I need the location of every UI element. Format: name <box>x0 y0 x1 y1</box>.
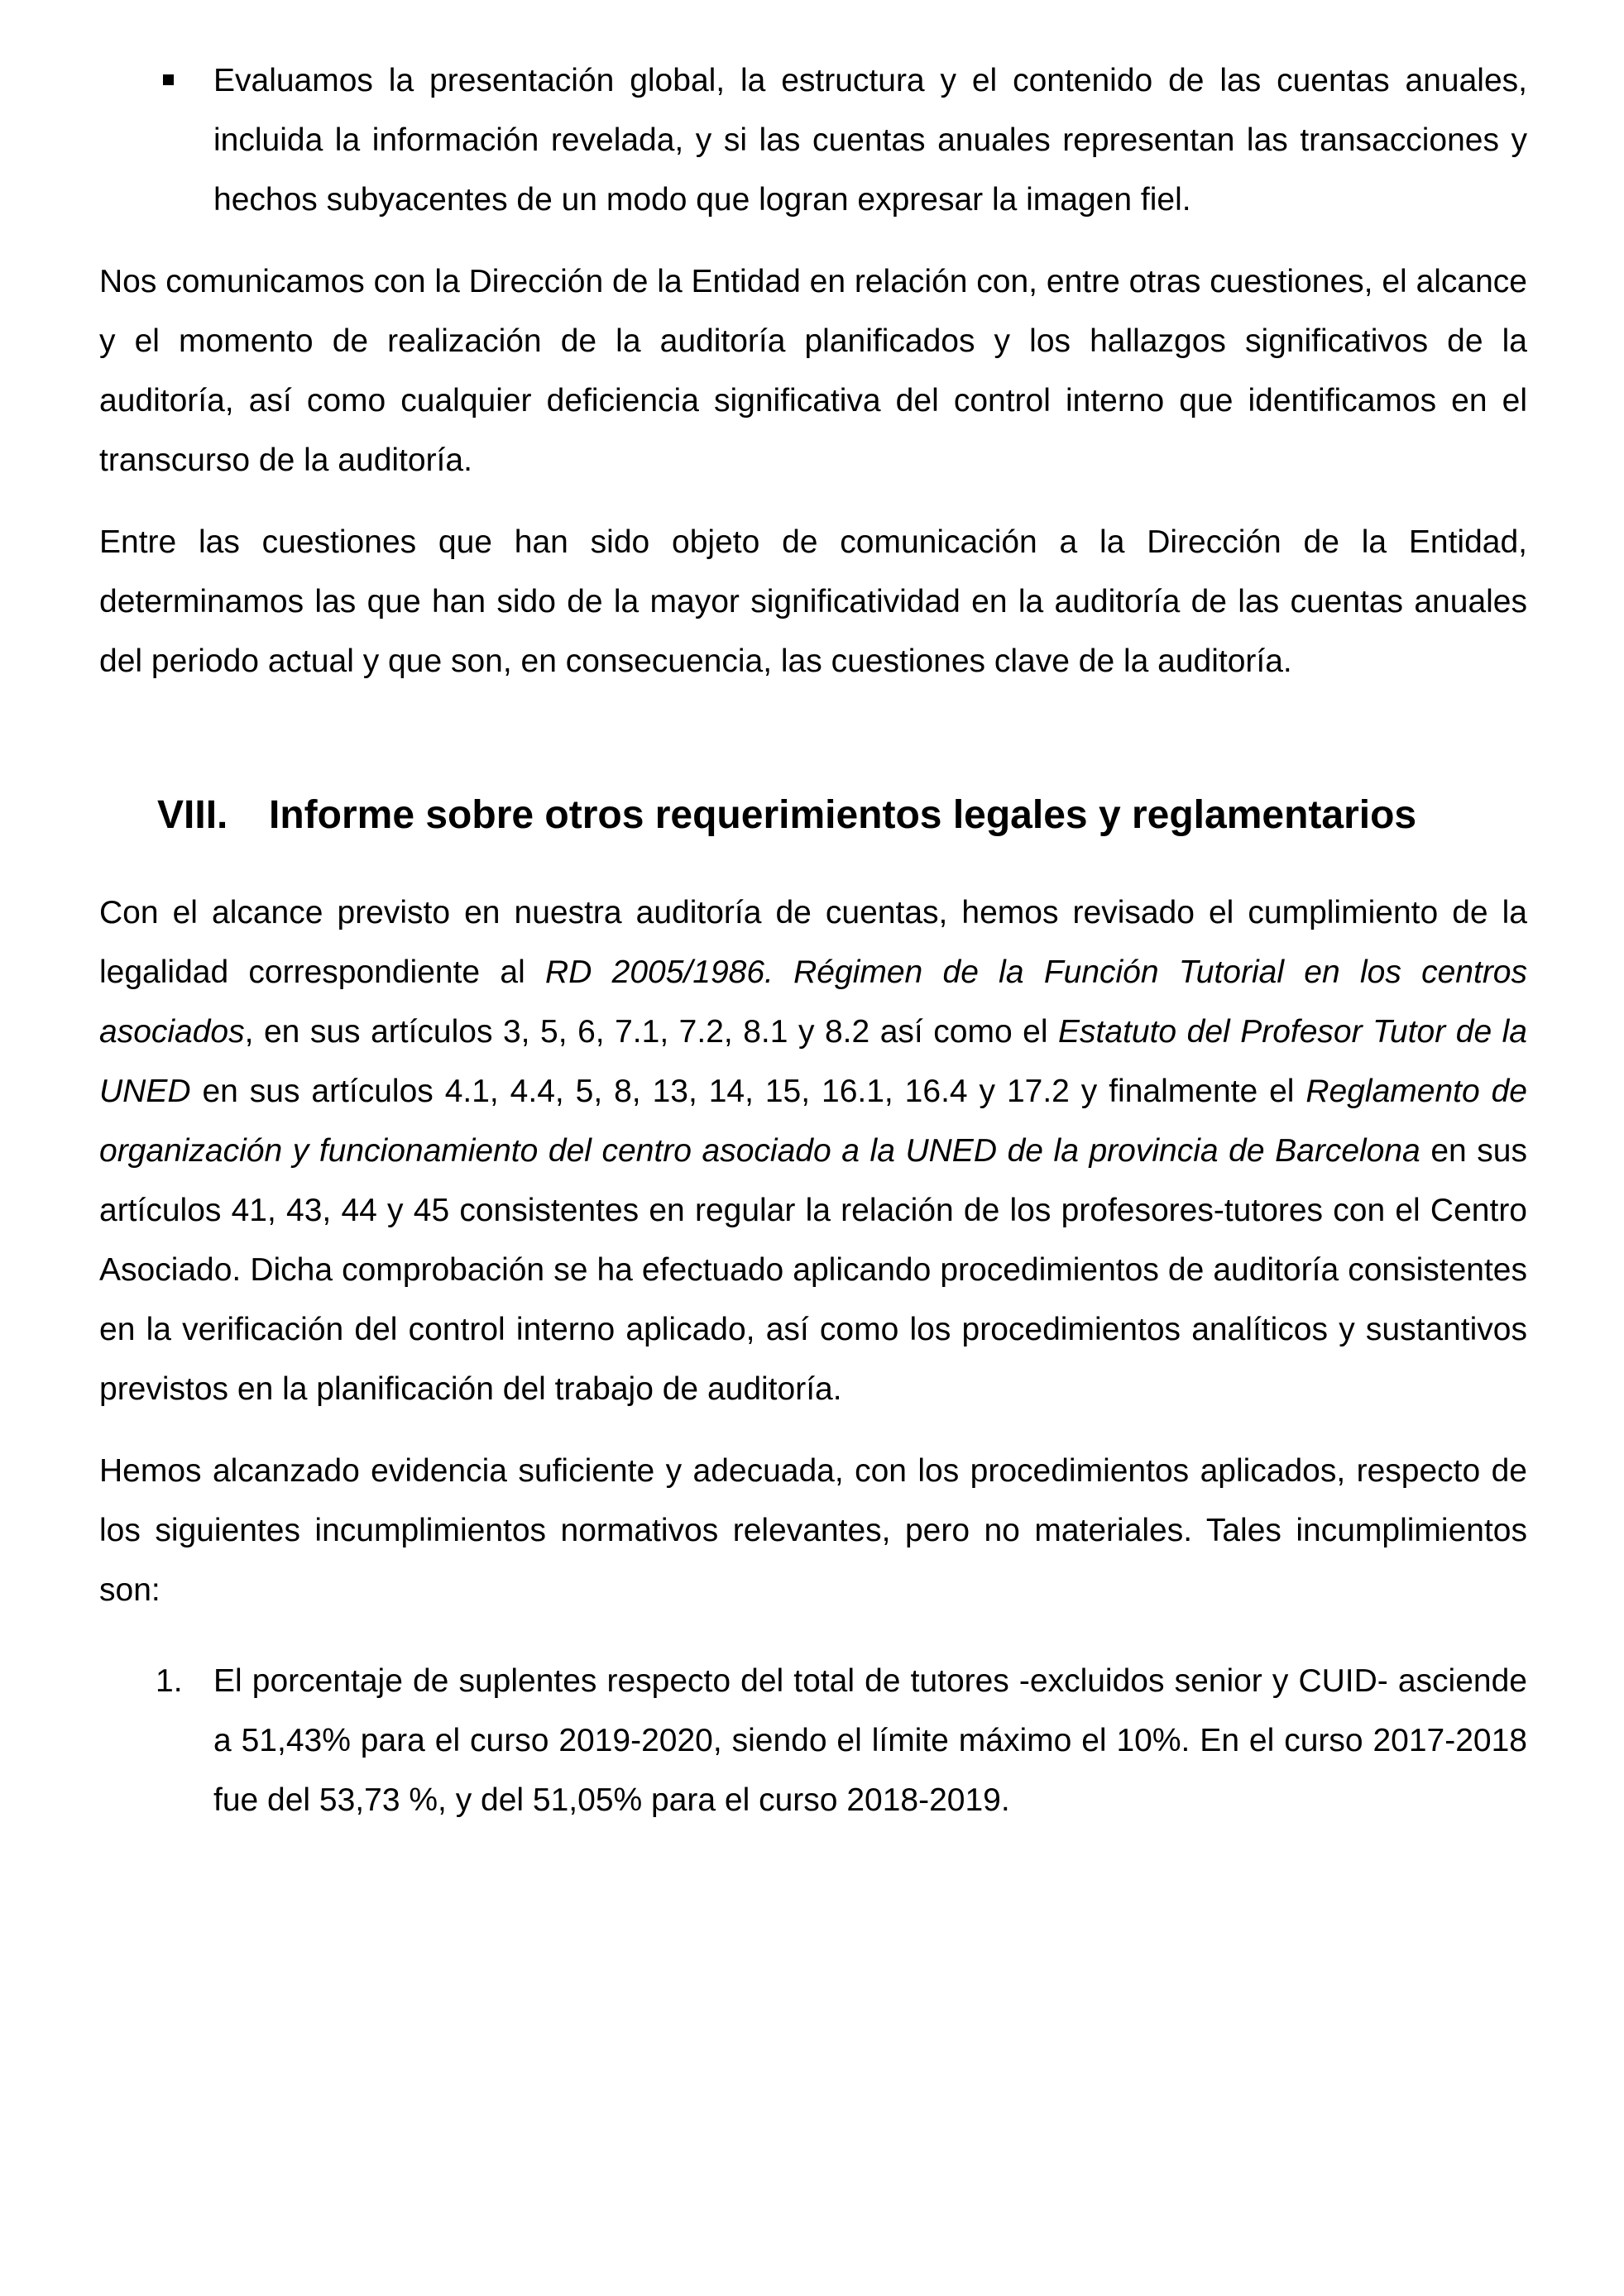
legal-reference-estatuto: Estatuto del Profesor Tutor de la UNED <box>99 1014 1528 1109</box>
legal-reference-reglamento: Reglamento de organización y funcionamiento del centro asociado a la UNED de la provincia de Barcelona <box>99 1074 1527 1169</box>
numbered-list-item <box>99 1652 1527 1830</box>
legal-reference-rd: RD 2005/1986. Régimen de la Función Tutorial en los centros asociados <box>99 954 1527 1050</box>
paragraph-legal-scope <box>99 883 1527 1419</box>
legal-text-part-4: en sus artículos 41, 43, 44 y 45 consistentes en regular la relación de los profesores-tutores con el Centro Asociado. Dicha comprobación se ha efectuado aplicando procedimientos de auditoría consistentes en la verificación del control interno aplicado, así como los procedimientos analíticos y sustantivos previstos en la planificación del trabajo de auditoría. <box>99 1133 1528 1407</box>
legal-text-part-3: en sus artículos 4.1, 4.4, 5, 8, 13, 14, 15, 16.1, 16.4 y 17.2 y finalmente el <box>190 1074 1306 1109</box>
numbered-item-text: El porcentaje de suplentes respecto del total de tutores -excluidos senior y CUID- asciende a 51,43% para el curso 2019-2020, siendo el límite máximo el 10%. En el curso 2017-2018 fue del 53,73 %, y del 51,05% para el curso 2018-2019. <box>213 1663 1527 1818</box>
square-bullet-icon <box>163 74 174 85</box>
paragraph-communication: Nos comunicamos con la Dirección de la Entidad en relación con, entre otras cuestiones, el alcance y el momento de realización de la auditoría planificados y los hallazgos significativos de la auditoría, así como cualquier deficiencia significativa del control interno que identificamos en el transcurso de la auditoría. <box>99 264 1527 478</box>
section-number: VIII. <box>157 793 228 837</box>
section-title: Informe sobre otros requerimientos legales y reglamentarios <box>269 793 1417 837</box>
bullet-item-text: Evaluamos la presentación global, la estructura y el contenido de las cuentas anuales, incluida la información revelada, y si las cuentas anuales representan las transacciones y hechos subyacentes de un modo que logran expresar la imagen fiel. <box>213 63 1527 218</box>
page-content <box>99 51 1527 1830</box>
list-number: 1. <box>156 1663 183 1699</box>
bullet-list-item <box>99 51 1527 230</box>
section-heading <box>99 782 1527 849</box>
paragraph-key-matters: Entre las cuestiones que han sido objeto de comunicación a la Dirección de la Entidad, determinamos las que han sido de la mayor significatividad en la auditoría de las cuentas anuales del periodo actual y que son, en consecuencia, las cuestiones clave de la auditoría. <box>99 524 1527 679</box>
legal-text-part-2: , en sus artículos 3, 5, 6, 7.1, 7.2, 8.1 y 8.2 así como el <box>244 1014 1059 1050</box>
paragraph-evidence: Hemos alcanzado evidencia suficiente y adecuada, con los procedimientos aplicados, respecto de los siguientes incumplimientos normativos relevantes, pero no materiales. Tales incumplimientos son: <box>99 1453 1527 1608</box>
legal-text-part-1: Con el alcance previsto en nuestra auditoría de cuentas, hemos revisado el cumplimiento de la legalidad correspondiente al <box>99 895 1527 990</box>
